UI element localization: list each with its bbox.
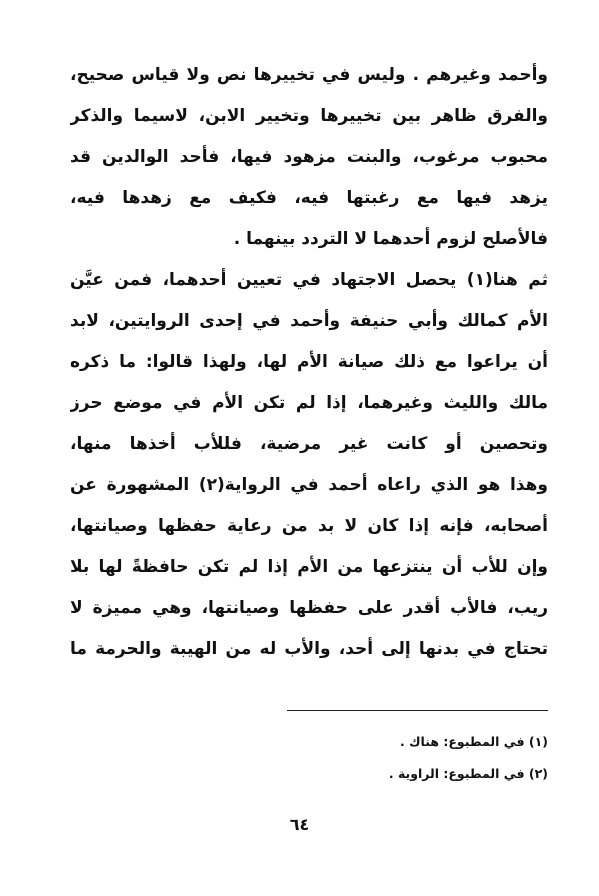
text-line: مالك والليث وغيرهما، إذا لم تكن الأم في موضع حرز [70, 393, 548, 413]
footnote-divider [287, 710, 548, 711]
text-line: فالأصلح لزوم أحدهما لا التردد بينهما . [233, 229, 548, 249]
main-text-block [70, 55, 548, 670]
text-line: محبوب مرغوب، والبنت مزهود فيها، فأحد الوالدين قد [70, 147, 548, 167]
text-line: تحتاج في بدنها إلى أحد، والأب له من الهيبة والحرمة ما [70, 639, 548, 659]
text-line: وهذا هو الذي راعاه أحمد في الرواية(٢) المشهورة عن [70, 475, 548, 495]
text-line: ثم هنا(١) يحصل الاجتهاد في تعيين أحدهما، فمن عيَّن [70, 270, 548, 290]
text-line: وإن للأب أن ينتزعها من الأم إذا لم تكن حافظةً لها بلا [70, 557, 548, 577]
text-line: ريب، فالأب أقدر على حفظها وصيانتها، وهي مميزة لا [70, 598, 548, 618]
text-line: الأم كمالك وأبي حنيفة وأحمد في إحدى الروايتين، لابد [70, 311, 548, 331]
footnote-1: (١) في المطبوع: هناك . [400, 734, 548, 749]
footnotes-block [70, 726, 548, 790]
text-line: وأحمد وغيرهم . وليس في تخييرها نص ولا قياس صحيح، [70, 65, 548, 85]
text-line: والفرق ظاهر بين تخييرها وتخيير الابن، لاسيما والذكر [70, 106, 548, 126]
text-line: وتحصين أو كانت غير مرضية، فللأب أخذها منها، [70, 434, 548, 454]
text-line: يزهد فيها مع رغبتها فيه، فكيف مع زهدها فيه، [70, 188, 548, 208]
text-line: أصحابه، فإنه إذا كان لا بد من رعاية حفظها وصيانتها، [70, 516, 548, 536]
footnote-2: (٢) في المطبوع: الراوية . [388, 766, 548, 781]
text-line: أن يراعوا مع ذلك صيانة الأم لها، ولهذا قالوا: ما ذكره [70, 352, 548, 372]
page-number: ٦٤ [289, 815, 310, 834]
